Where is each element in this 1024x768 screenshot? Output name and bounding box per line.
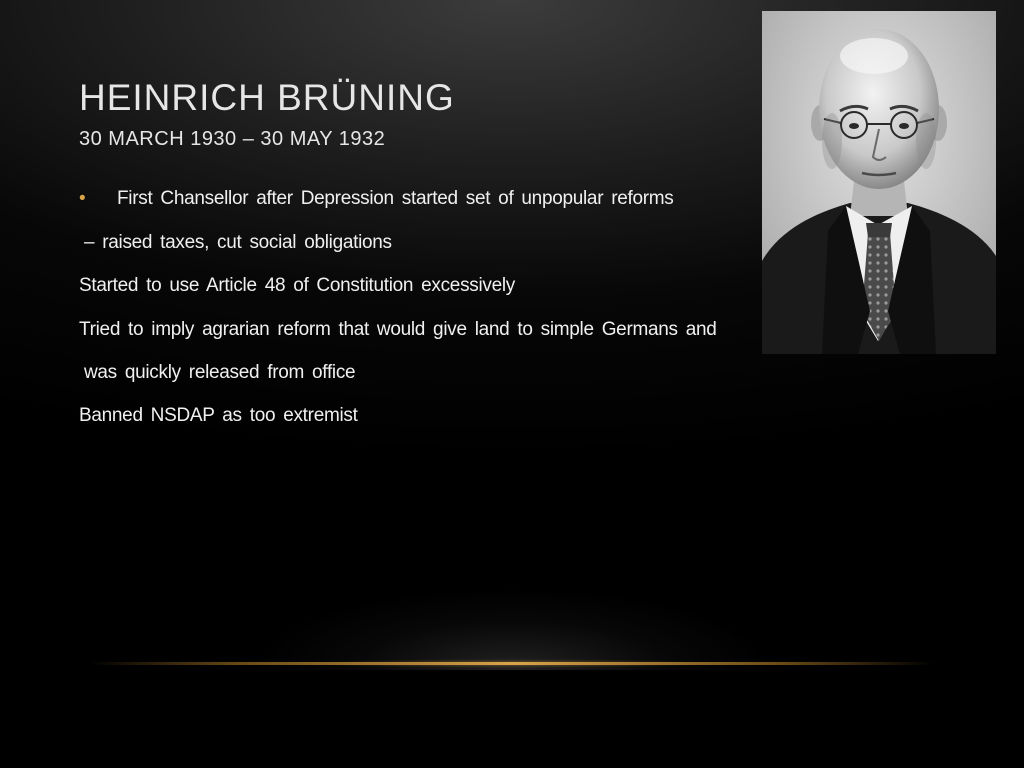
body-line-2 — [79, 228, 392, 258]
body-line-5-text: was quickly released from office — [79, 362, 356, 383]
body-line-5 — [79, 358, 355, 388]
slide-subtitle: 30 MARCH 1930 – 30 MAY 1932 — [79, 128, 386, 150]
body-line-6-text: Banned NSDAP as too extremist — [79, 405, 358, 426]
body-line-2-text: – raised taxes, cut social obligations — [79, 232, 392, 253]
body-line-4 — [79, 315, 717, 345]
floor-line-decoration — [90, 662, 934, 665]
slide-title: HEINRICH BRÜNING — [79, 77, 455, 118]
body-line-3-text: Started to use Article 48 of Constitution excessively — [79, 275, 515, 296]
portrait-photo-icon — [762, 11, 996, 354]
body-line-4-text: Tried to imply agrarian reform that would give land to simple Germans and — [79, 319, 717, 340]
body-line-3 — [79, 271, 515, 301]
floor-glow-decoration — [162, 560, 862, 670]
body-line-1 — [79, 184, 674, 214]
body-line-6 — [79, 401, 358, 431]
bullet-icon: • — [79, 188, 86, 209]
body-line-1-text: First Chansellor after Depression started set of unpopular reforms — [117, 188, 674, 209]
